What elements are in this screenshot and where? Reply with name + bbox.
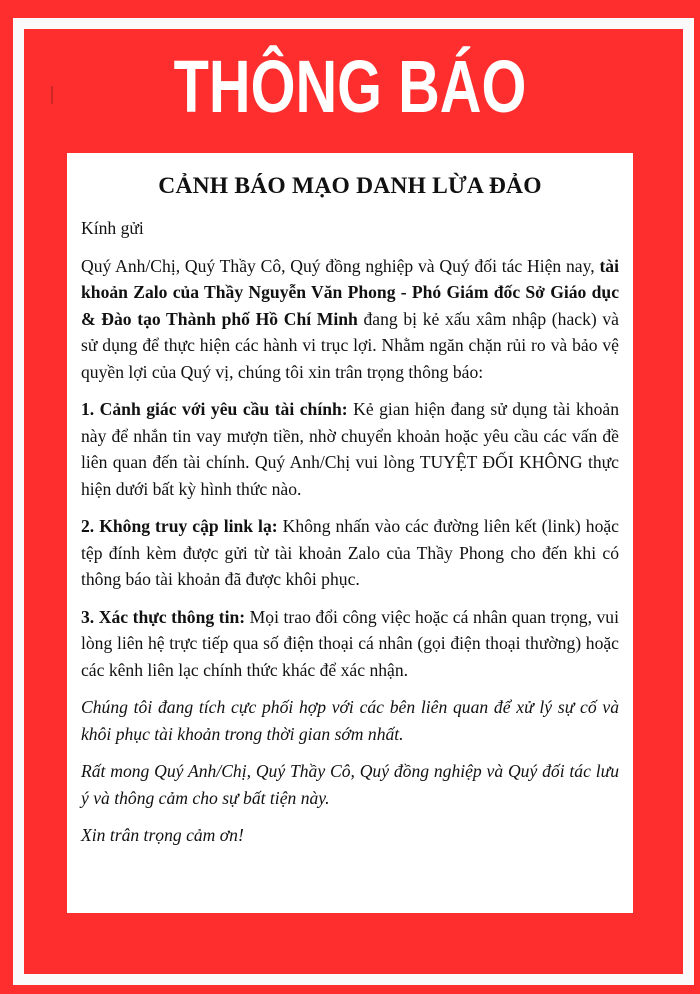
closing-paragraph-2: Rất mong Quý Anh/Chị, Quý Thầy Cô, Quý đồng nghiệp và Quý đối tác lưu ý và thông cảm cho sự bất tiện này. [81, 761, 619, 808]
item-heading: 2. Không truy cập link lạ: [81, 516, 278, 536]
scan-artifact-mark [51, 86, 53, 104]
intro-pre: Quý Anh/Chị, Quý Thầy Cô, Quý đồng nghiệp và Quý đối tác Hiện nay, [81, 255, 600, 276]
item-no-strange-links [81, 513, 619, 593]
notice-card [67, 153, 633, 913]
sign-off: Xin trân trọng cảm ơn! [81, 825, 244, 845]
banner-title: THÔNG BÁO [173, 45, 527, 128]
closing-paragraph-1: Chúng tôi đang tích cực phối hợp với các bên liên quan để xử lý sự cố và khôi phục tài khoản trong thời gian sớm nhất. [81, 697, 619, 744]
item-verify-information [81, 604, 619, 684]
intro-paragraph [81, 253, 619, 386]
intro-bold: tài khoản Zalo của Thầy Nguyễn Văn Phong - Phó Giám đốc Sở Giáo dục & Đào tạo Thành phố Hồ Chí Minh [81, 255, 619, 329]
item-heading: 3. Xác thực thông tin: [81, 606, 246, 627]
item-financial-warning [81, 396, 619, 502]
item-heading: 1. Cảnh giác với yêu cầu tài chính: [81, 399, 348, 419]
item-text: Kẻ gian hiện đang sử dụng tài khoản này để nhắn tin vay mượn tiền, nhờ chuyển khoản hoặc yêu cầu các vấn đề liên quan đến tài chính. Quý Anh/Chị vui lòng TUYỆT ĐỐI KHÔNG thực hiện dưới bất kỳ hình thức nào. [81, 399, 619, 499]
item-text: Mọi trao đổi công việc hoặc cá nhân quan trọng, vui lòng liên hệ trực tiếp qua số điện thoại cá nhân (gọi điện thoại thường) hoặc các kênh liên lạc chính thức khác để xác nhận. [81, 606, 619, 680]
notice-title: CẢNH BÁO MẠO DANH LỪA ĐẢO [158, 173, 542, 199]
salutation: Kính gửi [81, 218, 144, 238]
item-text: Không nhấn vào các đường liên kết (link) hoặc tệp đính kèm được gửi từ tài khoản Zalo của Thầy Phong cho đến khi có thông báo tài khoản đã được khôi phục. [81, 516, 619, 589]
intro-post: đang bị kẻ xấu xâm nhập (hack) và sử dụng để thực hiện các hành vi trục lợi. Nhằm ngăn chặn rủi ro và bảo vệ quyền lợi của Quý vị, chúng tôi xin trân trọng thông báo: [81, 308, 619, 382]
